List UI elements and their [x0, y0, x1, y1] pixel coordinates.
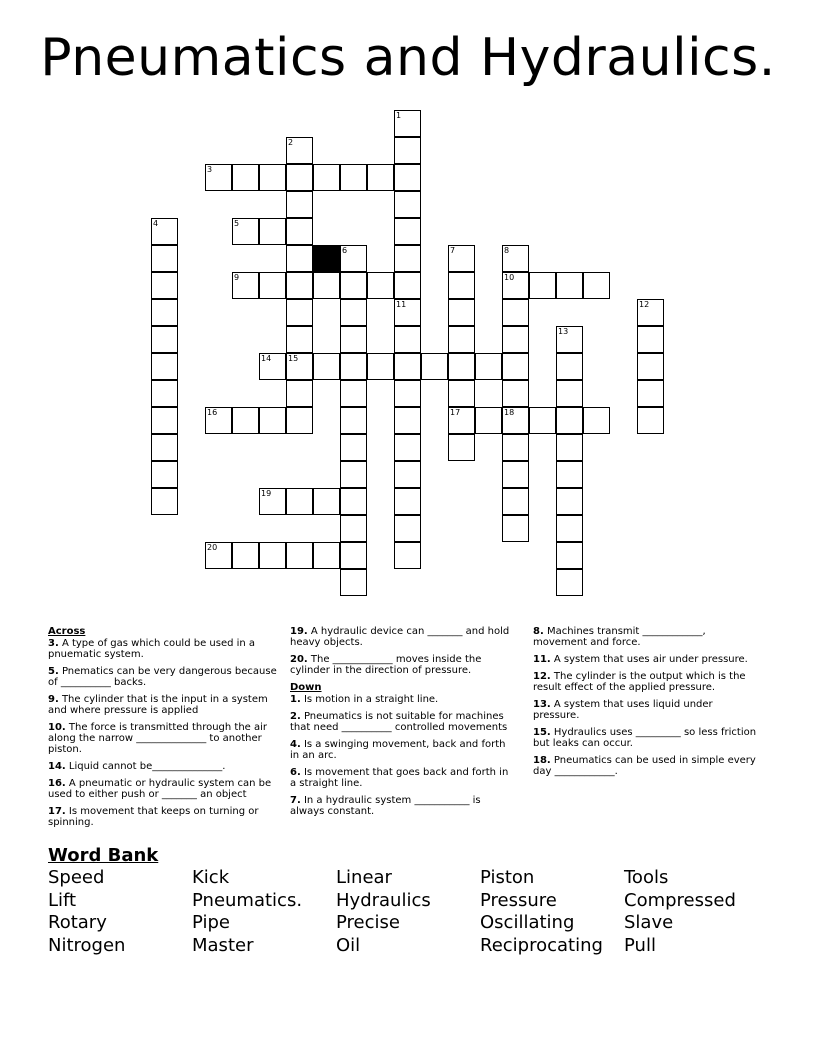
- grid-cell[interactable]: [475, 407, 502, 434]
- grid-cell[interactable]: [340, 380, 367, 407]
- clue-number: 14: [261, 354, 272, 363]
- grid-cell[interactable]: [151, 434, 178, 461]
- grid-cell[interactable]: [394, 515, 421, 542]
- clue-num: 4.: [290, 739, 301, 750]
- down-clue: [290, 739, 515, 761]
- grid-cell[interactable]: [259, 164, 286, 191]
- clue-num: 15.: [533, 727, 551, 738]
- grid-cell[interactable]: [340, 245, 367, 272]
- grid-cell[interactable]: [313, 488, 340, 515]
- clue-number: 15: [288, 354, 299, 363]
- clue-number: 4: [153, 219, 159, 228]
- grid-cell[interactable]: [637, 326, 664, 353]
- word-bank-word: Oil: [336, 934, 361, 956]
- clue-text: Is movement that keeps on turning or spinning.: [48, 806, 259, 828]
- word-bank-word: Kick: [192, 867, 230, 888]
- word-bank-word: Hydraulics: [336, 889, 431, 911]
- grid-cell[interactable]: [556, 569, 583, 596]
- grid-cell[interactable]: [313, 164, 340, 191]
- grid-cell[interactable]: [637, 380, 664, 407]
- word-bank-word: Piston: [480, 867, 535, 888]
- word-bank-word: Oscillating: [480, 912, 575, 933]
- grid-cell[interactable]: [313, 353, 340, 380]
- clue-num: 6.: [290, 767, 301, 778]
- grid-cell[interactable]: [529, 272, 556, 299]
- grid-cell[interactable]: [151, 299, 178, 326]
- clue-text: The cylinder that is the input in a system and where pressure is applied: [48, 694, 268, 716]
- grid-cell[interactable]: [637, 407, 664, 434]
- grid-cell[interactable]: [475, 353, 502, 380]
- down-clue: [533, 699, 761, 721]
- grid-cell[interactable]: [151, 407, 178, 434]
- grid-cell[interactable]: [259, 353, 286, 380]
- grid-cell[interactable]: [556, 407, 583, 434]
- clue-num: 2.: [290, 711, 301, 722]
- page-title: Pneumatics and Hydraulics.: [40, 28, 776, 88]
- across-heading: Across: [48, 626, 86, 637]
- clue-text: A system that uses liquid under pressure.: [533, 699, 713, 721]
- grid-cell[interactable]: [394, 164, 421, 191]
- clue-text: Pneumatics is not suitable for machines that need __________ controlled movements: [290, 711, 508, 733]
- grid-cell[interactable]: [232, 272, 259, 299]
- down-clue: [533, 671, 761, 693]
- grid-cell[interactable]: [313, 542, 340, 569]
- clue-number: 11: [396, 300, 407, 309]
- grid-cell[interactable]: [556, 542, 583, 569]
- across-clue: [48, 694, 278, 716]
- grid-cell[interactable]: [340, 434, 367, 461]
- grid-cell[interactable]: [502, 326, 529, 353]
- grid-cell[interactable]: [583, 407, 610, 434]
- across-clue: [48, 666, 278, 688]
- grid-cell[interactable]: [259, 407, 286, 434]
- clues-column-2: [290, 626, 515, 823]
- across-clue: [48, 806, 278, 828]
- word-bank-word: Pull: [624, 934, 656, 956]
- across-clue: [290, 626, 515, 648]
- grid-cell[interactable]: [340, 488, 367, 515]
- grid-cell[interactable]: [502, 488, 529, 515]
- clue-num: 14.: [48, 761, 66, 772]
- grid-cell[interactable]: [286, 353, 313, 380]
- clue-text: Hydraulics uses _________ so less friction but leaks can occur.: [533, 727, 757, 749]
- clue-number: 1: [396, 111, 402, 120]
- word-bank-word: Speed: [48, 867, 105, 888]
- grid-cell[interactable]: [394, 245, 421, 272]
- across-clue: [48, 761, 278, 772]
- clue-number: 13: [558, 327, 569, 336]
- grid-cell[interactable]: [259, 488, 286, 515]
- word-bank-word: Nitrogen: [48, 934, 126, 956]
- clue-number: 2: [288, 138, 294, 147]
- clue-num: 3.: [48, 638, 59, 649]
- down-clue: [533, 727, 761, 749]
- clue-text: Pnematics can be very dangerous because of __________ backs.: [48, 666, 277, 688]
- clue-number: 12: [639, 300, 650, 309]
- clue-num: 16.: [48, 778, 66, 789]
- grid-cell[interactable]: [340, 542, 367, 569]
- clue-num: 20.: [290, 654, 308, 665]
- grid-cell[interactable]: [151, 488, 178, 515]
- grid-cell[interactable]: [367, 272, 394, 299]
- word-bank-word: Slave: [624, 912, 674, 933]
- grid-cell[interactable]: [232, 218, 259, 245]
- grid-cell[interactable]: [502, 245, 529, 272]
- grid-cell[interactable]: [394, 434, 421, 461]
- grid-cell[interactable]: [448, 407, 475, 434]
- clue-text: Liquid cannot be______________.: [65, 761, 226, 772]
- grid-cell[interactable]: [394, 299, 421, 326]
- clue-text: Is motion in a straight line.: [300, 694, 439, 705]
- clue-number: 6: [342, 246, 348, 255]
- across-clue: [48, 722, 278, 755]
- clue-number: 8: [504, 246, 510, 255]
- grid-cell[interactable]: [259, 542, 286, 569]
- clue-text: In a hydraulic system ___________ is always constant.: [290, 795, 481, 817]
- grid-cell[interactable]: [502, 407, 529, 434]
- clue-text: Machines transmit ____________, movement and force.: [533, 626, 706, 648]
- grid-cell[interactable]: [286, 380, 313, 407]
- grid-cell[interactable]: [286, 407, 313, 434]
- grid-cell[interactable]: [286, 164, 313, 191]
- grid-cell[interactable]: [394, 191, 421, 218]
- word-bank-word: Rotary: [48, 912, 107, 933]
- grid-cell[interactable]: [286, 137, 313, 164]
- down-clue: [290, 711, 515, 733]
- clue-num: 7.: [290, 795, 301, 806]
- grid-cell[interactable]: [448, 326, 475, 353]
- clue-num: 1.: [290, 694, 301, 705]
- grid-cell[interactable]: [340, 461, 367, 488]
- clue-num: 17.: [48, 806, 66, 817]
- grid-cell[interactable]: [448, 353, 475, 380]
- grid-cell[interactable]: [556, 272, 583, 299]
- clue-text: A pneumatic or hydraulic system can be used to either push or _______ an object: [48, 778, 272, 800]
- clue-text: The ____________ moves inside the cylinder in the direction of pressure.: [290, 654, 482, 676]
- grid-cell[interactable]: [448, 299, 475, 326]
- down-clue: [533, 755, 761, 777]
- grid-cell[interactable]: [340, 569, 367, 596]
- grid-cell[interactable]: [340, 407, 367, 434]
- grid-cell[interactable]: [502, 515, 529, 542]
- down-clue: [290, 694, 515, 705]
- grid-cell[interactable]: [394, 137, 421, 164]
- grid-cell[interactable]: [340, 515, 367, 542]
- grid-cell[interactable]: [259, 272, 286, 299]
- across-clue: [290, 654, 515, 676]
- word-bank-word: Pressure: [480, 889, 557, 911]
- clue-text: A type of gas which could be used in a pnuematic system.: [48, 638, 256, 660]
- grid-cell[interactable]: [556, 461, 583, 488]
- grid-cell[interactable]: [394, 407, 421, 434]
- grid-cell[interactable]: [367, 353, 394, 380]
- word-bank-word: Master: [192, 934, 254, 956]
- grid-cell[interactable]: [394, 326, 421, 353]
- clue-num: 11.: [533, 654, 551, 665]
- clue-num: 9.: [48, 694, 59, 705]
- clue-num: 19.: [290, 626, 308, 637]
- grid-cell[interactable]: [151, 326, 178, 353]
- grid-cell[interactable]: [637, 353, 664, 380]
- word-bank-word: Pneumatics.: [192, 889, 303, 911]
- grid-cell[interactable]: [637, 299, 664, 326]
- grid-cell[interactable]: [394, 272, 421, 299]
- grid-cell[interactable]: [502, 353, 529, 380]
- grid-cell[interactable]: [232, 542, 259, 569]
- grid-cell[interactable]: [502, 380, 529, 407]
- grid-cell[interactable]: [394, 353, 421, 380]
- grid-cell[interactable]: [151, 461, 178, 488]
- grid-cell[interactable]: [556, 326, 583, 353]
- grid-cell[interactable]: [340, 164, 367, 191]
- grid-cell[interactable]: [583, 272, 610, 299]
- grid-cell[interactable]: [340, 326, 367, 353]
- clue-text: The cylinder is the output which is the result effect of the applied pressure.: [533, 671, 746, 693]
- clue-number: 17: [450, 408, 461, 417]
- grid-cell[interactable]: [556, 515, 583, 542]
- clues-column-3: [533, 626, 761, 783]
- grid-cell[interactable]: [448, 272, 475, 299]
- down-clue: [290, 767, 515, 789]
- grid-cell[interactable]: [232, 164, 259, 191]
- grid-cell[interactable]: [286, 488, 313, 515]
- clue-num: 12.: [533, 671, 551, 682]
- down-heading: Down: [290, 682, 322, 693]
- grid-cell[interactable]: [367, 164, 394, 191]
- grid-cell[interactable]: [556, 434, 583, 461]
- across-clue: [48, 778, 278, 800]
- clue-text: Pneumatics can be used in simple every day ____________.: [533, 755, 756, 777]
- clue-num: 10.: [48, 722, 66, 733]
- grid-cell[interactable]: [286, 542, 313, 569]
- word-bank-word: Linear: [336, 867, 392, 888]
- grid-cell[interactable]: [286, 191, 313, 218]
- grid-cell[interactable]: [151, 245, 178, 272]
- clue-number: 20: [207, 543, 218, 552]
- grid-cell[interactable]: [151, 353, 178, 380]
- grid-cell[interactable]: [286, 272, 313, 299]
- clue-num: 5.: [48, 666, 59, 677]
- grid-cell[interactable]: [394, 542, 421, 569]
- grid-cell[interactable]: [502, 272, 529, 299]
- clue-text: Is movement that goes back and forth in a straight line.: [290, 767, 509, 789]
- grid-cell[interactable]: [448, 380, 475, 407]
- clues-column-1: [48, 626, 278, 834]
- word-bank-word: Reciprocating: [480, 934, 603, 956]
- grid-cell[interactable]: [502, 299, 529, 326]
- grid-cell[interactable]: [556, 488, 583, 515]
- clue-number: 9: [234, 273, 240, 282]
- grid-cell[interactable]: [286, 245, 313, 272]
- grid-cell[interactable]: [259, 218, 286, 245]
- clue-text: A hydraulic device can _______ and hold heavy objects.: [290, 626, 510, 648]
- clue-text: The force is transmitted through the air along the narrow ______________ to another piston.: [48, 722, 268, 755]
- clue-number: 19: [261, 489, 272, 498]
- clue-number: 18: [504, 408, 515, 417]
- grid-cell[interactable]: [151, 380, 178, 407]
- grid-cell[interactable]: [421, 353, 448, 380]
- grid-cell[interactable]: [502, 434, 529, 461]
- grid-cell[interactable]: [286, 326, 313, 353]
- word-bank-word: Pipe: [192, 912, 230, 933]
- word-bank-title: Word Bank: [48, 845, 159, 866]
- grid-cell[interactable]: [340, 299, 367, 326]
- grid-cell[interactable]: [232, 407, 259, 434]
- grid-cell[interactable]: [286, 218, 313, 245]
- clue-text: A system that uses air under pressure.: [550, 654, 748, 665]
- down-clue: [533, 654, 761, 665]
- grid-cell[interactable]: [556, 380, 583, 407]
- grid-cell[interactable]: [556, 353, 583, 380]
- clue-number: 10: [504, 273, 515, 282]
- down-clue: [290, 795, 515, 817]
- grid-cell[interactable]: [151, 272, 178, 299]
- clue-text: Is a swinging movement, back and forth in an arc.: [290, 739, 506, 761]
- grid-cell[interactable]: [502, 461, 529, 488]
- grid-cell[interactable]: [529, 407, 556, 434]
- grid-cell[interactable]: [205, 164, 232, 191]
- grid-cell[interactable]: [313, 272, 340, 299]
- grid-cell[interactable]: [448, 434, 475, 461]
- grid-cell[interactable]: [340, 353, 367, 380]
- clue-number: 16: [207, 408, 218, 417]
- word-bank-word: Tools: [624, 867, 669, 888]
- grid-cell[interactable]: [205, 542, 232, 569]
- down-clue: [533, 626, 761, 648]
- clue-number: 7: [450, 246, 456, 255]
- grid-cell[interactable]: [394, 218, 421, 245]
- grid-cell[interactable]: [394, 488, 421, 515]
- across-clue: [48, 638, 278, 660]
- clue-num: 13.: [533, 699, 551, 710]
- word-bank-word: Lift: [48, 889, 77, 911]
- grid-cell[interactable]: [394, 380, 421, 407]
- grid-cell[interactable]: [394, 461, 421, 488]
- clue-num: 8.: [533, 626, 544, 637]
- clue-number: 5: [234, 219, 240, 228]
- clue-number: 3: [207, 165, 213, 174]
- black-cell: [313, 245, 340, 272]
- grid-cell[interactable]: [151, 218, 178, 245]
- word-bank-word: Precise: [336, 912, 400, 933]
- grid-cell[interactable]: [448, 245, 475, 272]
- word-bank-word: Compressed: [624, 889, 736, 911]
- grid-cell[interactable]: [394, 110, 421, 137]
- grid-cell[interactable]: [340, 272, 367, 299]
- grid-cell[interactable]: [286, 299, 313, 326]
- clue-num: 18.: [533, 755, 551, 766]
- grid-cell[interactable]: [205, 407, 232, 434]
